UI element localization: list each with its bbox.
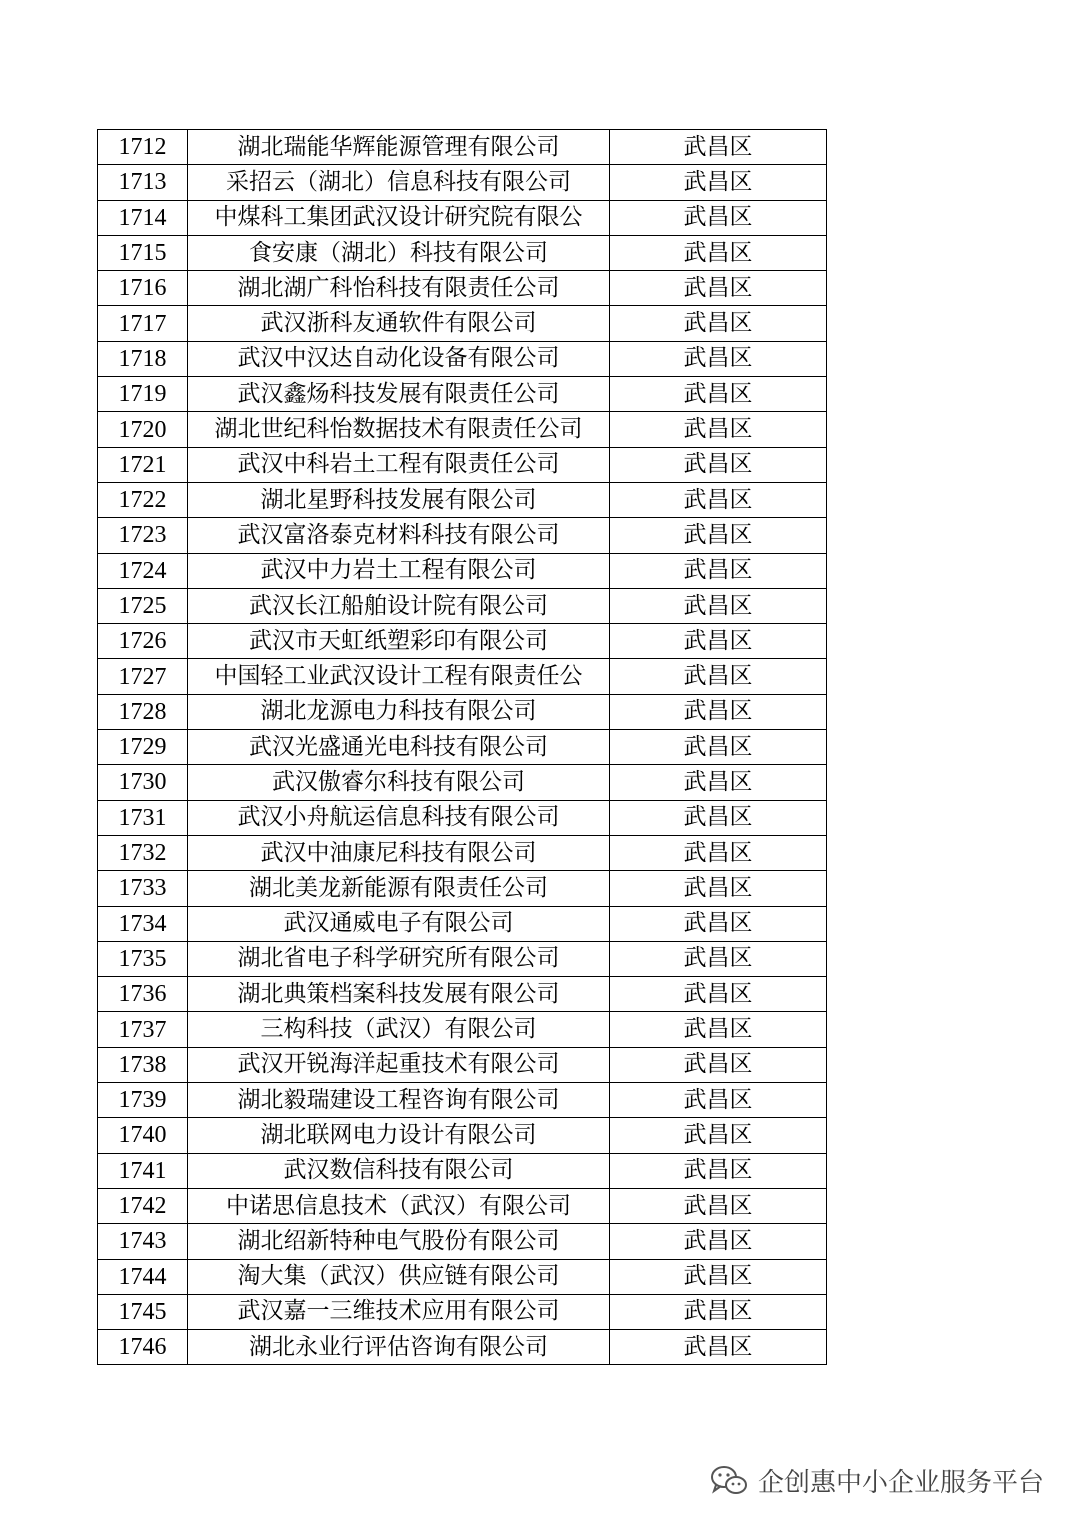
company-name-cell: 武汉富洛泰克材料科技有限公司	[188, 518, 610, 553]
district-cell: 武昌区	[610, 553, 827, 588]
district-cell: 武昌区	[610, 1259, 827, 1294]
row-number-cell: 1733	[98, 871, 188, 906]
table-row	[98, 1188, 827, 1223]
table-row	[98, 1259, 827, 1294]
company-name-cell: 武汉浙科友通软件有限公司	[188, 306, 610, 341]
row-number-cell: 1727	[98, 659, 188, 694]
company-name-cell: 湖北永业行评估咨询有限公司	[188, 1330, 610, 1365]
row-number-cell: 1742	[98, 1188, 188, 1223]
table-row	[98, 1224, 827, 1259]
row-number-cell: 1713	[98, 165, 188, 200]
district-cell: 武昌区	[610, 377, 827, 412]
district-cell: 武昌区	[610, 1083, 827, 1118]
company-name-cell: 武汉嘉一三维技术应用有限公司	[188, 1294, 610, 1329]
row-number-cell: 1726	[98, 624, 188, 659]
table-row	[98, 730, 827, 765]
row-number-cell: 1743	[98, 1224, 188, 1259]
table-row	[98, 588, 827, 623]
table-row	[98, 765, 827, 800]
row-number-cell: 1731	[98, 800, 188, 835]
table-row	[98, 130, 827, 165]
table-row	[98, 1083, 827, 1118]
table-row	[98, 518, 827, 553]
district-cell: 武昌区	[610, 1012, 827, 1047]
company-table-container	[97, 129, 826, 1365]
row-number-cell: 1718	[98, 341, 188, 376]
company-table-body	[98, 130, 827, 1365]
row-number-cell: 1721	[98, 447, 188, 482]
company-name-cell: 武汉傲睿尔科技有限公司	[188, 765, 610, 800]
table-row	[98, 977, 827, 1012]
company-name-cell: 武汉中力岩土工程有限公司	[188, 553, 610, 588]
district-cell: 武昌区	[610, 588, 827, 623]
row-number-cell: 1738	[98, 1047, 188, 1082]
company-name-cell: 湖北瑞能华辉能源管理有限公司	[188, 130, 610, 165]
table-row	[98, 1012, 827, 1047]
row-number-cell: 1720	[98, 412, 188, 447]
company-name-cell: 湖北联网电力设计有限公司	[188, 1118, 610, 1153]
district-cell: 武昌区	[610, 906, 827, 941]
district-cell: 武昌区	[610, 730, 827, 765]
district-cell: 武昌区	[610, 835, 827, 870]
district-cell: 武昌区	[610, 482, 827, 517]
row-number-cell: 1732	[98, 835, 188, 870]
company-name-cell: 采招云（湖北）信息科技有限公司	[188, 165, 610, 200]
row-number-cell: 1719	[98, 377, 188, 412]
row-number-cell: 1712	[98, 130, 188, 165]
company-name-cell: 武汉鑫炀科技发展有限责任公司	[188, 377, 610, 412]
table-row	[98, 482, 827, 517]
row-number-cell: 1739	[98, 1083, 188, 1118]
row-number-cell: 1734	[98, 906, 188, 941]
company-name-cell: 武汉数信科技有限公司	[188, 1153, 610, 1188]
row-number-cell: 1737	[98, 1012, 188, 1047]
district-cell: 武昌区	[610, 941, 827, 976]
district-cell: 武昌区	[610, 871, 827, 906]
table-row	[98, 235, 827, 270]
district-cell: 武昌区	[610, 1330, 827, 1365]
company-name-cell: 武汉长江船舶设计院有限公司	[188, 588, 610, 623]
table-row	[98, 1118, 827, 1153]
company-name-cell: 三构科技（武汉）有限公司	[188, 1012, 610, 1047]
district-cell: 武昌区	[610, 447, 827, 482]
table-row	[98, 1047, 827, 1082]
company-name-cell: 武汉中科岩土工程有限责任公司	[188, 447, 610, 482]
table-row	[98, 659, 827, 694]
company-name-cell: 湖北星野科技发展有限公司	[188, 482, 610, 517]
district-cell: 武昌区	[610, 1188, 827, 1223]
district-cell: 武昌区	[610, 235, 827, 270]
company-name-cell: 湖北省电子科学研究所有限公司	[188, 941, 610, 976]
table-row	[98, 447, 827, 482]
row-number-cell: 1745	[98, 1294, 188, 1329]
company-name-cell: 武汉小舟航运信息科技有限公司	[188, 800, 610, 835]
row-number-cell: 1723	[98, 518, 188, 553]
company-name-cell: 武汉中油康尼科技有限公司	[188, 835, 610, 870]
table-row	[98, 941, 827, 976]
district-cell: 武昌区	[610, 130, 827, 165]
district-cell: 武昌区	[610, 659, 827, 694]
district-cell: 武昌区	[610, 165, 827, 200]
company-name-cell: 武汉通威电子有限公司	[188, 906, 610, 941]
table-row	[98, 835, 827, 870]
district-cell: 武昌区	[610, 765, 827, 800]
district-cell: 武昌区	[610, 341, 827, 376]
district-cell: 武昌区	[610, 694, 827, 729]
company-table	[97, 129, 827, 1365]
watermark-text: 企创惠中小企业服务平台	[757, 1468, 1044, 1498]
district-cell: 武昌区	[610, 977, 827, 1012]
watermark-footer	[710, 1462, 1044, 1499]
table-row	[98, 871, 827, 906]
row-number-cell: 1724	[98, 553, 188, 588]
company-name-cell: 中煤科工集团武汉设计研究院有限公	[188, 200, 610, 235]
company-name-cell: 中诺思信息技术（武汉）有限公司	[188, 1188, 610, 1223]
district-cell: 武昌区	[610, 1224, 827, 1259]
row-number-cell: 1725	[98, 588, 188, 623]
district-cell: 武昌区	[610, 624, 827, 659]
district-cell: 武昌区	[610, 306, 827, 341]
company-name-cell: 湖北湖广科怡科技有限责任公司	[188, 271, 610, 306]
table-row	[98, 341, 827, 376]
district-cell: 武昌区	[610, 518, 827, 553]
table-row	[98, 906, 827, 941]
row-number-cell: 1717	[98, 306, 188, 341]
company-name-cell: 湖北世纪科怡数据技术有限责任公司	[188, 412, 610, 447]
company-name-cell: 武汉开锐海洋起重技术有限公司	[188, 1047, 610, 1082]
row-number-cell: 1744	[98, 1259, 188, 1294]
district-cell: 武昌区	[610, 200, 827, 235]
company-name-cell: 武汉市天虹纸塑彩印有限公司	[188, 624, 610, 659]
row-number-cell: 1714	[98, 200, 188, 235]
district-cell: 武昌区	[610, 1153, 827, 1188]
table-row	[98, 553, 827, 588]
company-name-cell: 湖北毅瑞建设工程咨询有限公司	[188, 1083, 610, 1118]
row-number-cell: 1716	[98, 271, 188, 306]
table-row	[98, 200, 827, 235]
row-number-cell: 1722	[98, 482, 188, 517]
row-number-cell: 1729	[98, 730, 188, 765]
table-row	[98, 1330, 827, 1365]
table-row	[98, 377, 827, 412]
company-name-cell: 武汉中汉达自动化设备有限公司	[188, 341, 610, 376]
district-cell: 武昌区	[610, 1118, 827, 1153]
row-number-cell: 1730	[98, 765, 188, 800]
table-row	[98, 800, 827, 835]
district-cell: 武昌区	[610, 412, 827, 447]
table-row	[98, 1294, 827, 1329]
company-name-cell: 淘大集（武汉）供应链有限公司	[188, 1259, 610, 1294]
table-row	[98, 694, 827, 729]
row-number-cell: 1741	[98, 1153, 188, 1188]
row-number-cell: 1735	[98, 941, 188, 976]
table-row	[98, 306, 827, 341]
table-row	[98, 624, 827, 659]
row-number-cell: 1728	[98, 694, 188, 729]
company-name-cell: 武汉光盛通光电科技有限公司	[188, 730, 610, 765]
table-row	[98, 271, 827, 306]
company-name-cell: 湖北龙源电力科技有限公司	[188, 694, 610, 729]
table-row	[98, 165, 827, 200]
row-number-cell: 1736	[98, 977, 188, 1012]
district-cell: 武昌区	[610, 1047, 827, 1082]
district-cell: 武昌区	[610, 271, 827, 306]
wechat-icon	[710, 1465, 748, 1497]
company-name-cell: 中国轻工业武汉设计工程有限责任公	[188, 659, 610, 694]
table-row	[98, 412, 827, 447]
row-number-cell: 1715	[98, 235, 188, 270]
row-number-cell: 1746	[98, 1330, 188, 1365]
district-cell: 武昌区	[610, 800, 827, 835]
company-name-cell: 湖北绍新特种电气股份有限公司	[188, 1224, 610, 1259]
company-name-cell: 食安康（湖北）科技有限公司	[188, 235, 610, 270]
row-number-cell: 1740	[98, 1118, 188, 1153]
district-cell: 武昌区	[610, 1294, 827, 1329]
company-name-cell: 湖北典策档案科技发展有限公司	[188, 977, 610, 1012]
company-name-cell: 湖北美龙新能源有限责任公司	[188, 871, 610, 906]
table-row	[98, 1153, 827, 1188]
